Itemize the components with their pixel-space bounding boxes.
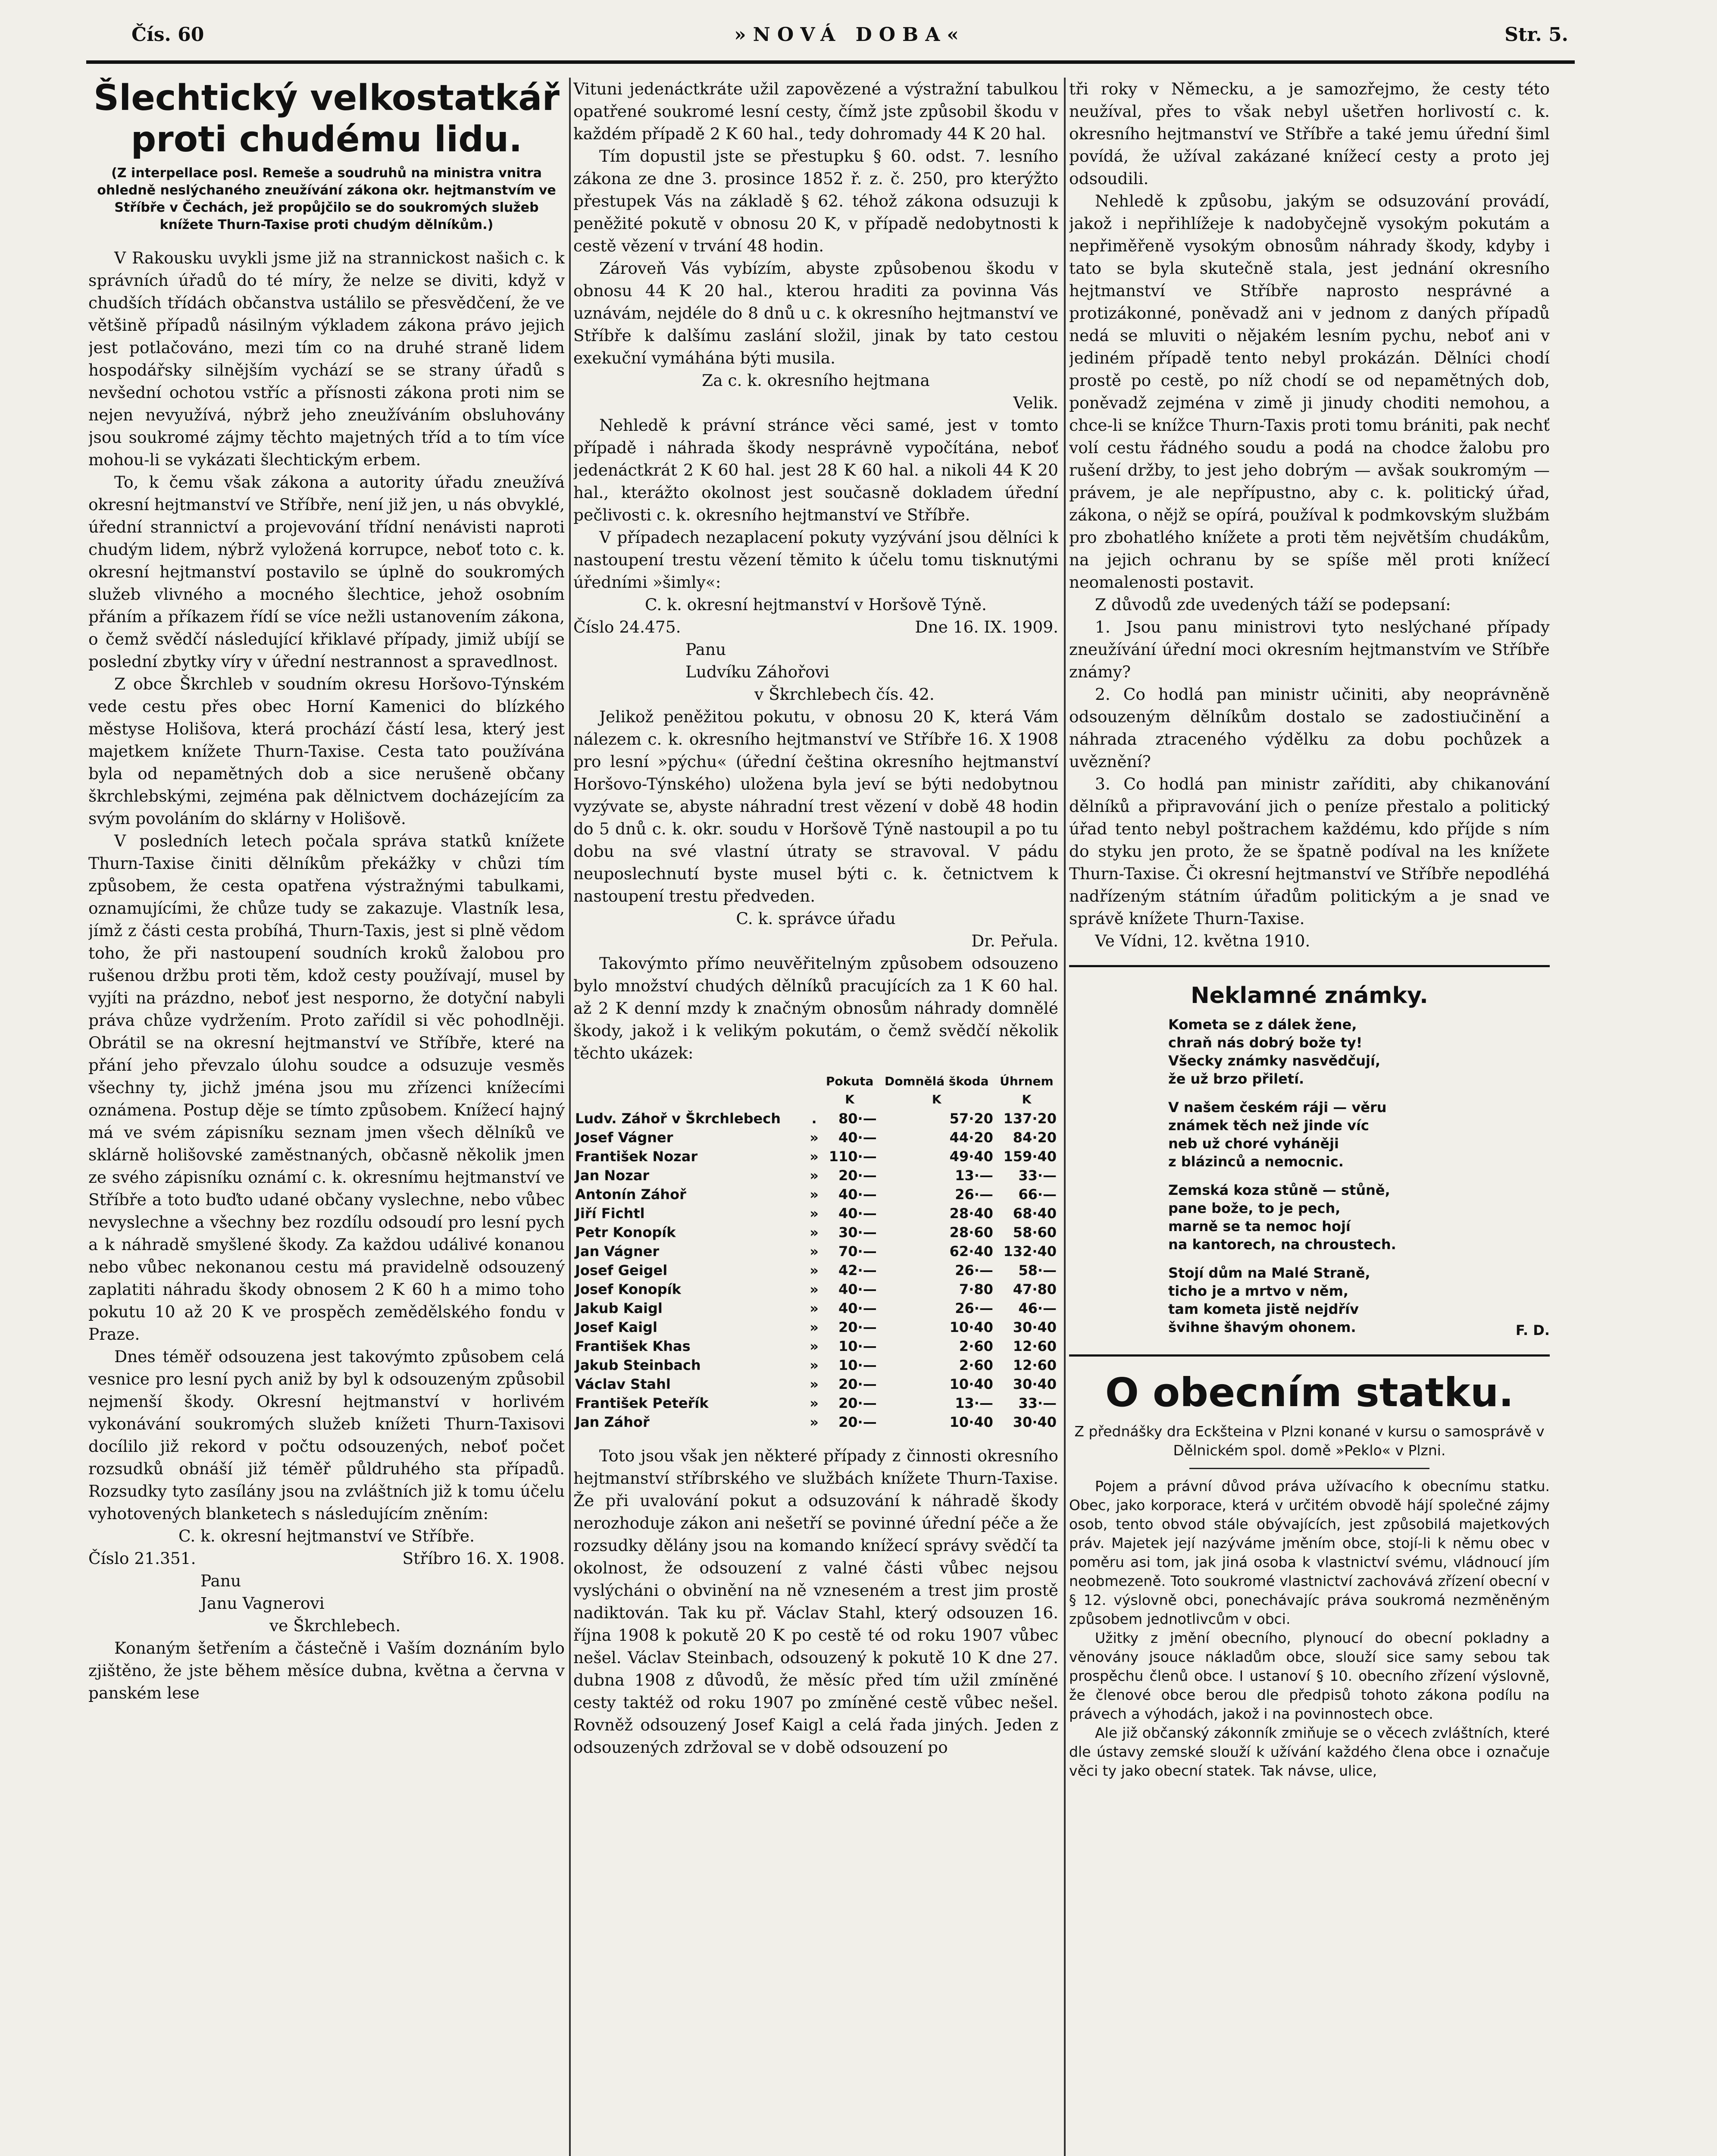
table-cell-name: Josef Kaigl xyxy=(575,1319,657,1335)
letter-place-date: Stříbro 16. X. 1908. xyxy=(402,1549,565,1568)
poem-line: že už brzo přiletí. xyxy=(1168,1071,1304,1087)
table-cell-total: 33·— xyxy=(1018,1395,1057,1411)
table-cell-total: 159·40 xyxy=(1003,1148,1057,1165)
table-body xyxy=(573,1109,1058,1432)
table-cell-fine: 10·— xyxy=(838,1338,877,1354)
signature-name: Dr. Peřula. xyxy=(971,931,1058,950)
page-header xyxy=(131,24,1568,63)
table-cell-total: 58·— xyxy=(1018,1262,1057,1279)
paragraph: Nehledě k způsobu, jakým se odsuzování provádí, jakož i nepřihlížeje k nadobyčejně vysokým pokutám a nepřiměřeně vysokým obnosům náhrady škody, kdyby i tato se byla skutečně stala, jest jednání okresního hejtmanství ve Stříbře naprosto nesprávné a protizákonné, poněvadž ani v jednom z daných případů nedá se mluviti o nějakém lesním pychu, neboť ani v jediném případě tento nebyl prokázán. Dělníci chodí prostě po cestě, po níž chodí se od nepamětných dob, poněvadž zejména v zimě ji jinudy choditi nemohou, a chce-li se knížce Thurn-Taxis proti tomu brániti, pak nechť volí cestu řádného soudu a podá na chodce žalobu pro rušení držby, to jest jeho dobrým — avšak soukromým — právem, je ale nepřípustno, aby c. k. politický úřad, zákona, o nějž se opírá, používal k podmkovským službám pro zbohatlého knížete a proti těm největším chudákům, na jejich ochranu by se spíše měl proti knížecí neomalenosti postavit. xyxy=(1069,191,1550,592)
paragraph: Konaným šetřením a částečně i Vaším doznáním bylo zjištěno, že jste během měsíce dubna, května a června v panském lese xyxy=(88,1639,565,1702)
table-cell-fine: 10·— xyxy=(838,1357,877,1373)
column-separator xyxy=(1064,78,1066,2156)
paragraph: Jelikož peněžitou pokutu, v obnosu 20 K, která Vám nálezem c. k. okresního hejtmanství ve Stříbře 16. X 1908 pro lesní »pýchu« (úřední čeština okresního hejtmanství Horšovo-Týnského) uložena byla jeví se býti nedobytnou vyzývate se, abyste náhradní trest vězení v době 48 hodin do 5 dnů c. k. okr. soudu v Horšově Týně nastoupil a po tu dobu na své vlastní útraty se stravoval. V pádu neuposlechnutí byste musel býti c. k. četnictvem k nastoupení trestu předveden. xyxy=(573,707,1058,906)
table-header: Úhrnem xyxy=(1000,1074,1054,1088)
table-unit: K xyxy=(845,1092,854,1106)
table-cell-mark: » xyxy=(810,1357,819,1373)
table-cell-fine: 20·— xyxy=(838,1395,877,1411)
paragraph: 2. Co hodlá pan ministr učiniti, aby neoprávněně odsouzeným dělníkům dostalo se zadostiučinění a náhrada ztraceného výdělku za dobu pochůzek a uvěznění? xyxy=(1069,685,1550,771)
poem-stanza xyxy=(1069,1015,1550,1088)
paragraph: Tím dopustil jste se přestupku § 60. odst. 7. lesního zákona ze dne 3. prosince 1852 ř. z. č. 250, pro kterýžto přestupek Vás na základě § 62. téhož zákona odsuzuji k peněžité pokutě v obnosu 20 K, v případě nedobytnosti k cestě vězení v trvání 48 hodin. xyxy=(573,147,1058,255)
table-cell-fine: 40·— xyxy=(838,1205,877,1222)
article-subnote: (Z interpellace posl. Remeše a soudruhů na ministra vnitra ohledně neslýchaného zneužívání zákona okr. hejtmanstvím ve Stříbře v Čechách, jež propůjčilo se do soukromých služeb knížete Thurn-Taxise proti chudým dělníkům.) xyxy=(97,166,556,232)
table-cell-total: 12·60 xyxy=(1013,1338,1057,1354)
newspaper-title: »NOVÁ DOBA« xyxy=(734,24,966,46)
signature-office: C. k. správce úřadu xyxy=(736,909,896,928)
table-row xyxy=(573,1337,1058,1356)
table-cell-damage: 2·60 xyxy=(959,1357,993,1373)
column-3 xyxy=(1069,78,1550,2156)
paragraph: 3. Co hodlá pan ministr zaříditi, aby chikanování dělníků a připravování jich o peníze přestalo a politický úřad tento nebyl poštrachem každému, kdo příjde s ním do styku jen proto, že se špatně podíval na les knížete Thurn-Taxise. Či okresní hejtmanství ve Stříbře nepodléhá nadřízeným státním úřadům politickým a je snad ve správě knížete Thurn-Taxise. xyxy=(1069,774,1550,928)
table-cell-fine: 40·— xyxy=(838,1129,877,1146)
table-cell-mark: » xyxy=(810,1262,819,1279)
table-cell-fine: 80·— xyxy=(838,1110,877,1127)
table-cell-mark: » xyxy=(810,1243,819,1260)
table-cell-damage: 28·60 xyxy=(949,1224,993,1241)
table-cell-mark: » xyxy=(810,1148,819,1165)
table-cell-name: František Peteřík xyxy=(575,1395,709,1411)
paragraph: 1. Jsou panu ministrovi tyto neslýchané případy zneužívání úřední moci okresním hejtmanstvím ve Stříbře známy? xyxy=(1069,617,1550,681)
signature-office: Za c. k. okresního hejtmana xyxy=(702,371,930,390)
table-cell-total: 47·80 xyxy=(1013,1281,1057,1297)
table-cell-total: 46·— xyxy=(1018,1300,1057,1316)
table-unit: K xyxy=(932,1092,941,1106)
poem-line: pane bože, to je pech, xyxy=(1168,1200,1341,1216)
column-separator xyxy=(569,78,571,2156)
paragraph: Nehledě k právní stránce věci samé, jest v tomto případě i náhrada škody nesprávně vypočítána, neboť jedenáctkrát 2 K 60 hal. jest 28 K 60 hal. a nikoli 44 K 20 hal., kterážto okolnost jest současně dokladem úřední pečlivosti c. k. okresního hejtmanství ve Stříbře. xyxy=(573,416,1058,524)
paragraph: Zároveň Vás vybízím, abyste způsobenou škodu v obnosu 44 K 20 hal., kterou hraditi za povinna Vás uznávám, nejdéle do 8 dnů u c. k okresního hejtmanství ve Stříbře k dalšímu zaslání složil, jinak by tato cestou exekuční vymáhána býti musila. xyxy=(573,259,1058,367)
article-headline: Šlechtický velkostatkář proti chudému lidu. xyxy=(94,78,560,160)
table-row xyxy=(573,1280,1058,1299)
table-row xyxy=(573,1223,1058,1242)
table-unit-row xyxy=(573,1090,1058,1109)
poem-line: Zemská koza stůně — stůně, xyxy=(1168,1182,1390,1198)
poem-line: chraň nás dobrý bože ty! xyxy=(1168,1034,1363,1051)
table-cell-total: 66·— xyxy=(1018,1186,1057,1203)
table-cell-name: Jan Vágner xyxy=(575,1243,660,1260)
dateline: Ve Vídni, 12. května 1910. xyxy=(1095,931,1310,950)
table-header: Pokuta xyxy=(826,1074,874,1088)
letter-address: ve Škrchlebech. xyxy=(269,1616,401,1635)
table-cell-name: Jiří Fichtl xyxy=(575,1205,645,1222)
table-row xyxy=(573,1185,1058,1204)
table-cell-damage: 26·— xyxy=(955,1262,993,1279)
table-cell-damage: 28·40 xyxy=(949,1205,993,1222)
table-cell-fine: 70·— xyxy=(838,1243,877,1260)
header-rule xyxy=(86,60,1575,64)
table-cell-mark: » xyxy=(810,1186,819,1203)
table-cell-mark: » xyxy=(810,1395,819,1411)
poem-line: marně se ta nemoc hojí xyxy=(1168,1218,1351,1235)
ad-headline: Neklamné známky. xyxy=(1191,983,1428,1009)
table-cell-mark: » xyxy=(810,1224,819,1241)
poem-line: známek těch než jinde víc xyxy=(1168,1117,1369,1134)
poem-stanza xyxy=(1069,1098,1550,1171)
column-2 xyxy=(573,78,1058,2156)
table-cell-name: Jakub Steinbach xyxy=(575,1357,701,1373)
poem-line: Všecky známky nasvědčují, xyxy=(1168,1053,1381,1069)
poem-line: Kometa se z dálek žene, xyxy=(1168,1016,1357,1033)
table-cell-name: František Nozar xyxy=(575,1148,698,1165)
table-cell-fine: 40·— xyxy=(838,1300,877,1316)
table-cell-total: 68·40 xyxy=(1013,1205,1057,1222)
table-cell-fine: 40·— xyxy=(838,1186,877,1203)
table-row xyxy=(573,1166,1058,1185)
table-cell-name: Jan Nozar xyxy=(575,1167,650,1184)
table-cell-damage: 10·40 xyxy=(949,1376,993,1392)
column-1 xyxy=(88,78,565,2156)
table-row xyxy=(573,1147,1058,1166)
article-headline: O obecním statku. xyxy=(1105,1369,1514,1416)
table-cell-total: 33·— xyxy=(1018,1167,1057,1184)
table-cell-name: Josef Vágner xyxy=(575,1129,673,1146)
table-cell-fine: 20·— xyxy=(838,1376,877,1392)
table-cell-total: 84·20 xyxy=(1013,1129,1057,1146)
fines-table xyxy=(573,1073,1058,1432)
poem-line: neb už choré vyháněji xyxy=(1168,1135,1339,1152)
table-cell-name: František Khas xyxy=(575,1338,691,1354)
article-body xyxy=(1069,1422,1550,1780)
poem-stanza xyxy=(1069,1181,1550,1253)
poem-line: z blázinců a nemocnic. xyxy=(1168,1153,1344,1170)
table-cell-damage: 57·20 xyxy=(949,1110,993,1127)
table-cell-name: Josef Konopík xyxy=(575,1281,681,1297)
table-cell-name: Petr Konopík xyxy=(575,1224,676,1241)
table-row xyxy=(573,1375,1058,1394)
table-row xyxy=(573,1413,1058,1432)
table-cell-damage: 44·20 xyxy=(949,1129,993,1146)
signature-name: Velik. xyxy=(1013,393,1058,412)
table-cell-name: Václav Stahl xyxy=(575,1376,671,1392)
paragraph: Takovýmto přímo neuvěřitelným způsobem odsouzeno bylo množství chudých dělníků pracujících za 1 K 60 hal. až 2 K denní mzdy k značným obnosům náhrady domnělé škody, jakož i k velikým pokutám, o čemž svědčí několik těchto ukázek: xyxy=(573,954,1058,1062)
table-cell-damage: 13·— xyxy=(955,1167,993,1184)
table-row xyxy=(573,1242,1058,1261)
letter-number-line xyxy=(88,1547,565,1570)
table-cell-mark: » xyxy=(810,1300,819,1316)
table-cell-mark: » xyxy=(810,1281,819,1297)
table-cell-mark: » xyxy=(810,1376,819,1392)
paragraph: V případech nezaplacení pokuty vyzývání jsou dělníci k nastoupení trestu vězení těmito k účelu tomu tisknutými úředními »šimly«: xyxy=(573,528,1058,592)
paragraph: Vituni jedenáctkráte užil zapovězené a výstražní tabulkou opatřené soukromé lesní cesty, čímž jste způsobil škodu v každém případě 2 K 60 hal., tedy dohromady 44 K 20 hal. xyxy=(573,79,1058,143)
table-cell-damage: 7·80 xyxy=(959,1281,993,1297)
table-cell-total: 132·40 xyxy=(1003,1243,1057,1260)
table-cell-mark: » xyxy=(810,1205,819,1222)
table-row xyxy=(573,1394,1058,1413)
table-row xyxy=(573,1204,1058,1223)
table-cell-damage: 49·40 xyxy=(949,1148,993,1165)
table-cell-mark: » xyxy=(810,1319,819,1335)
paragraph: V posledních letech počala správa statků knížete Thurn-Taxise činiti dělníkům překážky v chůzi tím způsobem, že cesta opatřena výstražnými tabulkami, oznamujícími, že chůze tudy se zakazuje. Vlastník lesa, jímž z části cesta probíhá, Thurn-Taxis, jest si plně vědom toho, že při nastoupení soudních kroků žalobou pro rušenou držbu proti těm, kdož cesty používají, musel by vyjíti na prázdno, neboť jest nesporno, že dotyční nabyli práva chůze vydržením. Proto zařídil si věc pohodlněji. Obrátil se na okresní hejtmanství ve Stříbře, které na přání jeho převzalo úlohu soudce a odsuzuje vesměs všechny ty, jichž jména jsou mu zřízenci knížecími oznámena. Postup děje se tímto způsobem. Knížecí hajný má ve svém zápisníku seznam jmen všech dělníků ve sklárně holišovské zaměstnaných, občasně několik jmen ze svého zápisníku oznámí c. k. okresnímu hejtmanství ve Stříbře a toto buďto udané občany vyslechne, nebo vůbec nevyslechne a všechny bez rozdílu odsoudí pro lesní pych a k náhradě smyšlené škody. Za každou událivé konanou nebo vůbec nekonanou cestu má pravidelně odsouzený zaplatiti náhradu škody obnosem 2 K 60 h a mimo toho pokutu 10 až 20 K ve prospěch zemědělského fondu v Praze. xyxy=(88,831,565,1344)
table-cell-mark: » xyxy=(810,1414,819,1430)
table-cell-mark: . xyxy=(811,1110,817,1127)
poem-signature: F. D. xyxy=(1515,1322,1550,1338)
table-unit xyxy=(573,1090,807,1109)
table-cell-fine: 40·— xyxy=(838,1281,877,1297)
paragraph: Toto jsou však jen některé případy z činnosti okresního hejtmanství stříbrského ve službách knížete Thurn-Taxise. Že při uvalování pokut a odsuzování k náhradě škody nerozhoduje zákon ani nešetří se povinné úřední péče a že rozsudky dělány jsou na komando knížecí správy svědčí ta okolnost, že odsouzení z valné části vůbec nejsou vyslýcháni o obvinění na ně vzneseném a trest jim prostě nadiktován. Tak ku př. Václav Stahl, který odsouzen 16. října 1908 k pokutě 20 K po cestě té od roku 1907 vůbec nešel. Václav Steinbach, odsouzený k pokutě 10 K dne 27. dubna 1908 z důvodů, že měsíc před tím užil zmíněné cesty taktéž od roku 1907 po zmíněné cestě vůbec nešel. Rovněž odsouzený Josef Kaigl a celá řada jiných. Jeden z odsouzených zdržoval se v době odsouzení po xyxy=(573,1446,1058,1757)
poem xyxy=(1069,1015,1550,1336)
table-row xyxy=(573,1109,1058,1128)
table-row xyxy=(573,1261,1058,1280)
table-cell-total: 30·40 xyxy=(1013,1319,1057,1335)
table-cell-fine: 20·— xyxy=(838,1167,877,1184)
table-cell-fine: 110·— xyxy=(829,1148,877,1165)
letter-number-line xyxy=(573,616,1058,638)
poem-line: tam kometa jistě nejdřív xyxy=(1168,1301,1359,1317)
poem-line: V našem českém ráji — věru xyxy=(1168,1099,1387,1116)
letter-salutation: Panu xyxy=(200,1571,241,1590)
table-cell-name: Antonín Záhoř xyxy=(575,1186,686,1203)
table-cell-total: 137·20 xyxy=(1003,1110,1057,1127)
poem-line: na kantorech, na chroustech. xyxy=(1168,1236,1396,1253)
paragraph: tři roky v Německu, a je samozřejmo, že cesty této neužíval, přes to však nebyl ušetřen horlivostí c. k. okresního hejtmanství ve Stříbře a také jemu úřední šiml povídá, že užíval zakázané knížecí cesty a proto jej odsoudili. xyxy=(1069,79,1550,188)
table-row xyxy=(573,1356,1058,1375)
issue-number: Čís. 60 xyxy=(131,24,204,46)
letter-recipient: Ludvíku Záhořovi xyxy=(685,662,829,681)
page-number: Str. 5. xyxy=(1504,24,1568,46)
table-cell-damage: 26·— xyxy=(955,1300,993,1316)
letter-recipient: Janu Vagnerovi xyxy=(200,1594,325,1613)
table-header-row xyxy=(573,1073,1058,1090)
table-cell-damage: 13·— xyxy=(955,1395,993,1411)
table-header xyxy=(573,1073,807,1090)
table-cell-total: 30·40 xyxy=(1013,1414,1057,1430)
table-cell-fine: 42·— xyxy=(838,1262,877,1279)
table-cell-total: 30·40 xyxy=(1013,1376,1057,1392)
section-rule xyxy=(1069,1354,1550,1357)
table-row xyxy=(573,1128,1058,1147)
table-cell-name: Jan Záhoř xyxy=(575,1414,650,1430)
letter-salutation: Panu xyxy=(685,640,726,659)
table-cell-damage: 26·— xyxy=(955,1186,993,1203)
article-subnote: Z přednášky dra Eckšteina v Plzni konané v kursu o samosprávě v Dělnickém spol. domě »Peklo« v Plzni. xyxy=(1074,1423,1545,1459)
table-unit: K xyxy=(1022,1092,1032,1106)
section-rule xyxy=(1189,1468,1430,1469)
table-row xyxy=(573,1299,1058,1318)
letter-office: C. k. okresní hejtmanství v Horšově Týně. xyxy=(645,595,987,614)
table-cell-damage: 10·40 xyxy=(949,1414,993,1430)
paragraph: Pojem a právní důvod práva užívacího k obecnímu statku. Obec, jako korporace, která v určitém obvodě hájí společné zájmy osob, tento obvod stále obývajících, jest způsobilá majetkových práv. Majetek její nazýváme jměním obce, stojí-li k němu obec v poměru asi tom, jak jiná osoba k vlastnictví svému, vládnoucí jím neobmezeně. Toto soukromé vlastnictví zachovává zřízení obecní v § 12. výslovně obci, ponechávajíc práva soukromá nezměněným způsobem jednotlivcům v obci. xyxy=(1069,1478,1550,1627)
table-cell-damage: 62·40 xyxy=(949,1243,993,1260)
table-cell-fine: 20·— xyxy=(838,1414,877,1430)
paragraph: Z obce Škrchleb v soudním okresu Horšovo-Týnském vede cestu přes obec Horní Kamenici do blízkého městyse Holišova, která prochází částí lesa, který jest majetkem knížete Thurn-Taxise. Cesta tato používána byla od nepamětných dob a sice nerušeně občany škrchlebskými, zejména pak dělnictvem docházejícím za svým povoláním do sklárny v Holišově. xyxy=(88,674,565,828)
poem-line: Stojí dům na Malé Straně, xyxy=(1168,1265,1370,1281)
paragraph: Dnes téměř odsouzena jest takovýmto způsobem celá vesnice pro lesní pych aniž by byl k odsouzeným způsobil nejmenší škody. Okresní hejtmanství v horlivém vykonávání soukromých služeb knížeti Thurn-Taxisovi docílilo již rekord v počtu odsouzených, neboť počet rozsudků obnáší již téměř půldruhého sta případů. Rozsudky tyto zasílány jsou na zvláštních již k tomu účelu vyhotovených blanketech s následujícím zněním: xyxy=(88,1347,565,1523)
table-cell-name: Ludv. Záhoř v Škrchlebech xyxy=(575,1110,781,1127)
letter-number: Číslo 24.475. xyxy=(573,617,681,636)
table-cell-damage: 10·40 xyxy=(949,1319,993,1335)
letter-number: Číslo 21.351. xyxy=(88,1549,196,1568)
table-cell-mark: » xyxy=(810,1129,819,1146)
paragraph: Užitky z jmění obecního, plynoucí do obecní pokladny a věnovány jsouce nákladům obce, slouží sice samy sebou tak prospěchu členů obce. I ustanoví § 10. obecního zřízení výslovně, že členové obce berou dle předpisů tohoto zákona podílu na právech a výhodách, jakož i na povinnostech obce. xyxy=(1069,1630,1550,1722)
table-cell-damage: 2·60 xyxy=(959,1338,993,1354)
table-cell-fine: 30·— xyxy=(838,1224,877,1241)
paragraph: V Rakousku uvykli jsme již na strannickost našich c. k správních úřadů do té míry, že nelze se diviti, když v chudších třídách občanstva ustálilo se přesvědčení, že ve většině případů násilným výkladem zákona právo jejich jest potlačováno, mezi tím co na druhé straně lidem hospodářsky silnějším vychází se se strany úřadů s nevšední ochotou vstříc a přísnosti zákona proti nim se nejen nevyužívá, nýbrž jeho zneužíváním obsluhovány jsou soukromé zájmy těchto majetných tříd a to tím více mohou-li se vykázati šlechtickým erbem. xyxy=(88,248,565,469)
table-cell-mark: » xyxy=(810,1167,819,1184)
paragraph: To, k čemu však zákona a autority úřadu zneužívá okresní hejtmanství ve Stříbře, není již jen, u nás obvyklé, úřední strannictví a projevování třídní nenávisti naproti chudým lidem, nýbrž vyložená korrupce, neboť toto c. k. okresní hejtmanství postavilo se úplně do soukromých služeb vlivného a mocného šlechtice, jehož osobním přáním a příkazem řídí se více nežli ustanovením zákona, o čemž svědčí následující křiklavé případy, jimiž ubíjí se poslední zbytky víry v úřední nestrannost a spravedlnost. xyxy=(88,473,565,671)
paragraph: Ale již občanský zákonník zmiňuje se o věcech zvláštních, které dle ústavy zemské slouží k užívání každého člena obce i označuje věci ty jako obecní statek. Tak návse, ulice, xyxy=(1069,1724,1550,1779)
letter-office: C. k. okresní hejtmanství ve Stříbře. xyxy=(178,1526,475,1545)
table-header: Domnělá škoda xyxy=(885,1074,989,1088)
table-cell-name: Jakub Kaigl xyxy=(575,1300,663,1316)
table-row xyxy=(573,1318,1058,1337)
section-rule xyxy=(1069,965,1550,967)
letter-date: Dne 16. IX. 1909. xyxy=(915,617,1058,636)
table-cell-name: Josef Geigel xyxy=(575,1262,668,1279)
table-cell-total: 12·60 xyxy=(1013,1357,1057,1373)
table-cell-fine: 20·— xyxy=(838,1319,877,1335)
letter-address: v Škrchlebech čís. 42. xyxy=(754,685,935,704)
poem-line: švihne šhavým ohonem. xyxy=(1168,1319,1356,1335)
paragraph: Z důvodů zde uvedených táží se podepsaní: xyxy=(1095,595,1451,614)
poem-line: ticho je a mrtvo v něm, xyxy=(1168,1283,1349,1299)
table-cell-total: 58·60 xyxy=(1013,1224,1057,1241)
table-cell-mark: » xyxy=(810,1338,819,1354)
